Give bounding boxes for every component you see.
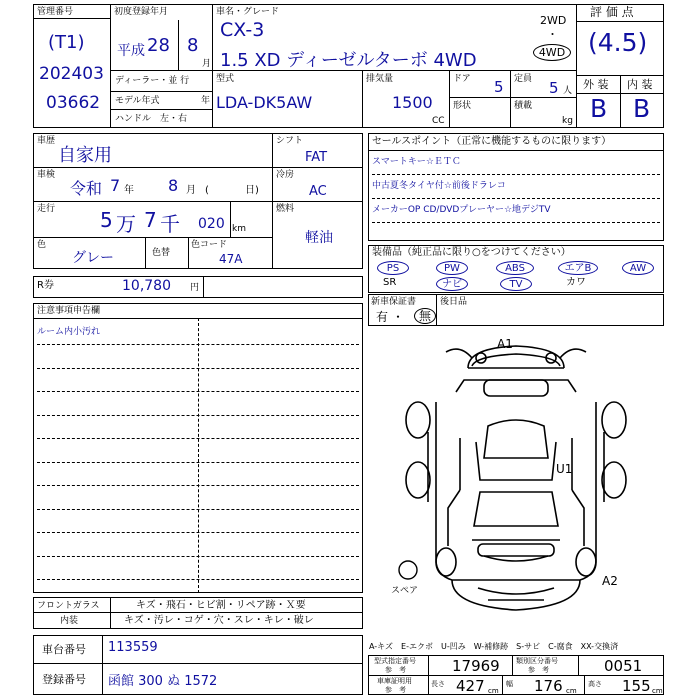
notes-line <box>37 368 359 369</box>
mileage-sen: 7 <box>144 208 157 232</box>
exterior-label: 外 装 <box>583 78 609 91</box>
mark-a1: A1 <box>497 337 513 351</box>
warranty-dot: ・ <box>392 310 405 324</box>
shape-label: 形状 <box>453 101 472 111</box>
sales-item: 中古夏冬タイヤ付☆前後ドラレコ <box>372 181 506 191</box>
recycle-unit: 円 <box>190 283 200 293</box>
grade: 1.5 XD ディーゼルターボ 4WD <box>220 50 477 71</box>
katashiki-label: 型式 <box>216 74 235 84</box>
fuel: 軽油 <box>305 230 333 246</box>
mileage-man: 5 <box>100 208 113 232</box>
length: 427 <box>456 677 485 695</box>
length-unit: cm <box>488 687 499 695</box>
doors: 5 <box>494 78 504 96</box>
month-unit: 月 <box>202 59 212 69</box>
displacement-label: 排気量 <box>366 74 394 84</box>
mark-u1: U1 <box>556 462 573 476</box>
first-reg-label: 初度登録年月 <box>114 7 169 17</box>
model-year-unit: 年 <box>201 96 211 106</box>
class-ref: 参 考 <box>528 666 549 674</box>
ac-label: 冷房 <box>276 170 295 180</box>
cert-ref: 参 考 <box>385 686 406 694</box>
glass-interior-value: キズ・汚レ・コゲ・穴・スレ・キレ・破レ <box>124 615 314 626</box>
shaken-year-unit: 年 <box>124 185 134 196</box>
score-label: 評 価 点 <box>590 5 634 19</box>
notes-line <box>37 532 359 533</box>
cert-label: 車庫証明用 <box>377 677 412 685</box>
model-spec-label: 型式指定番号 <box>374 657 416 665</box>
ac: AC <box>309 184 327 199</box>
capacity-unit: 人 <box>563 86 573 96</box>
spare-label: スペア <box>391 586 419 596</box>
car-name: CX-3 <box>220 19 265 41</box>
car-name-label: 車名・グレード <box>216 7 280 17</box>
glass-front-label: フロントガラス <box>37 601 100 611</box>
kanri-num2: 03662 <box>46 93 101 113</box>
drive-dot: ・ <box>547 28 558 41</box>
glass-interior-label: 内装 <box>60 616 79 626</box>
usage-label: 車歴 <box>37 136 56 146</box>
equip-sr: SR <box>383 277 397 288</box>
notes-line <box>37 509 359 510</box>
height: 155 <box>622 677 651 695</box>
handle-label: ハンドル 左・右 <box>115 114 188 124</box>
mileage-rest: 020 <box>198 216 225 232</box>
kanri-label: 管理番号 <box>37 7 74 17</box>
notes-text: ルーム内小汚れ <box>37 327 101 337</box>
equip-navi: ナビ <box>436 277 468 291</box>
extra-label: 後日品 <box>440 297 468 307</box>
color: グレー <box>72 250 114 266</box>
load-unit: kg <box>562 116 573 126</box>
capacity-label: 定員 <box>514 74 533 84</box>
kanri-num1: 202403 <box>39 64 104 84</box>
dealer-label: ディーラー・並 行 <box>115 76 190 86</box>
sales-label: セールスポイント（正常に機能するものに限ります） <box>372 136 612 147</box>
equip-airbag: エアB <box>558 261 598 275</box>
notes-line <box>37 579 359 580</box>
class-label: 類別区分番号 <box>516 657 558 665</box>
length-label: 長さ <box>431 680 445 688</box>
era: 平成 <box>117 43 145 59</box>
kanri-code: (T1) <box>48 32 85 53</box>
era-year: 28 <box>147 35 170 56</box>
katashiki: LDA-DK5AW <box>216 93 313 112</box>
exterior-grade: B <box>590 94 608 123</box>
model-spec-ref: 参 考 <box>385 666 406 674</box>
notes-line <box>37 485 359 486</box>
usage: 自家用 <box>58 145 112 166</box>
width-unit: cm <box>566 687 577 695</box>
recycle-label: R券 <box>37 280 54 291</box>
capacity: 5 <box>549 79 559 97</box>
shaken-era: 令和 <box>70 179 103 198</box>
fuel-label: 燃料 <box>276 204 295 214</box>
glass-front-value: キズ・飛石・ヒビ割・リペア跡・Ｘ要 <box>136 600 306 611</box>
shaken-year: 7 <box>110 176 121 195</box>
notes-line <box>37 462 359 463</box>
notes-line <box>37 415 359 416</box>
notes-line <box>37 438 359 439</box>
shaken-month: 8 <box>168 176 179 195</box>
displacement-unit: CC <box>432 116 445 126</box>
warranty-label: 新車保証書 <box>371 297 417 307</box>
interior-label: 内 装 <box>627 78 653 91</box>
reg: 函館 300 ぬ 1572 <box>108 674 218 689</box>
equip-abs: ABS <box>496 261 534 275</box>
width: 176 <box>534 677 563 695</box>
repaint-label: 色替 <box>152 248 171 258</box>
equipment-label: 装備品（純正品に限り○をつけてください） <box>372 247 571 258</box>
load-label: 積載 <box>514 101 533 111</box>
model-spec: 17969 <box>452 657 500 675</box>
height-label: 高さ <box>588 680 602 688</box>
color-code: 47A <box>219 252 243 266</box>
equip-aw: AW <box>622 261 654 275</box>
width-label: 幅 <box>506 680 513 688</box>
interior-grade: B <box>633 94 651 123</box>
mileage-unit: km <box>232 224 246 234</box>
recycle: 10,780 <box>122 278 171 294</box>
equip-pw: PW <box>436 261 468 275</box>
shaken-label: 車検 <box>37 170 56 180</box>
model-year-label: モデル年式 <box>115 96 160 106</box>
sales-item: メーカーOP CD/DVDプレーヤー☆地デジTV <box>372 205 551 215</box>
warranty-no: 無 <box>414 308 436 324</box>
notes-line <box>37 556 359 557</box>
shaken-day-open: ( <box>205 185 209 196</box>
mark-a2: A2 <box>602 574 618 588</box>
month: 8 <box>187 35 199 56</box>
notes-line <box>37 391 359 392</box>
equip-ps: PS <box>377 261 409 275</box>
notes-label: 注意事項申告欄 <box>37 306 101 316</box>
notes-line <box>37 344 359 345</box>
mileage-sen-unit: 千 <box>160 212 180 236</box>
mileage-label: 走行 <box>37 204 56 214</box>
shift-label: シフト <box>276 136 304 146</box>
car-diagram <box>368 330 664 630</box>
shaken-month-unit: 月 <box>186 185 196 196</box>
warranty-yes: 有 <box>376 310 389 324</box>
score: (4.5) <box>588 28 648 57</box>
equip-leather: カワ <box>566 277 586 288</box>
drive-4wd: 4WD <box>533 44 571 61</box>
sales-item: スマートキー☆ＥＴＣ <box>372 157 461 167</box>
shaken-day-unit: 日) <box>245 185 259 196</box>
mileage-man-unit: 万 <box>116 212 136 236</box>
drive-2wd: 2WD <box>540 14 567 27</box>
equip-tv: TV <box>500 277 532 291</box>
height-unit: cm <box>652 687 663 695</box>
shift: FAT <box>305 150 328 165</box>
door-label: ドア <box>453 74 471 84</box>
reg-label: 登録番号 <box>42 673 86 686</box>
color-label: 色 <box>37 240 47 250</box>
color-code-label: 色コード <box>191 240 228 250</box>
displacement: 1500 <box>392 93 433 112</box>
chassis: 113559 <box>108 640 158 655</box>
chassis-label: 車台番号 <box>42 643 86 656</box>
legend: A-キズ E-エクボ U-凹み W-補修跡 S-サビ C-腐食 XX-交換済 <box>369 642 619 651</box>
class-num: 0051 <box>604 657 643 675</box>
